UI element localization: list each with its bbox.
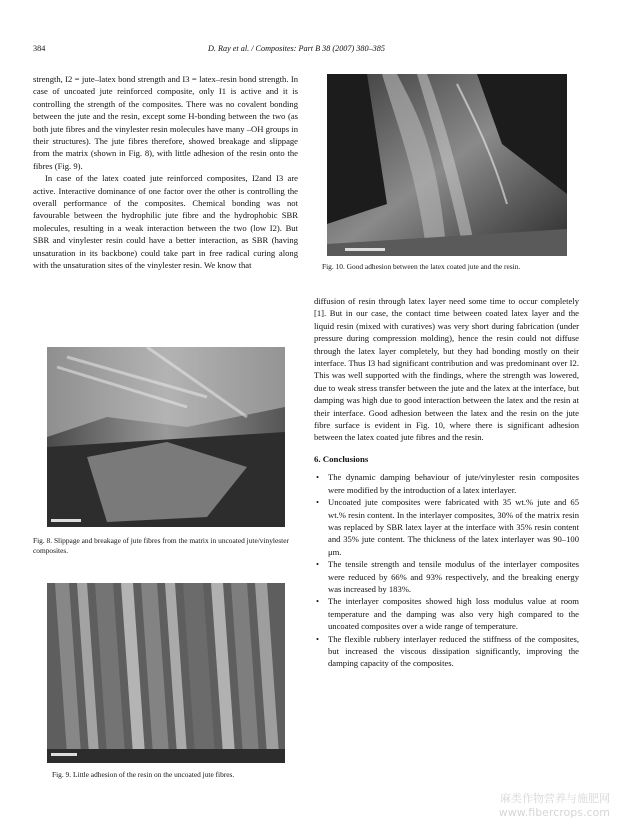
figure-8-micrograph [47, 347, 285, 527]
watermark [499, 792, 610, 820]
figure-10-micrograph [327, 74, 567, 256]
conclusion-item: • The dynamic damping behaviour of jute/vinylester resin composites were modified by the introduction of a latex interlayer. [314, 471, 579, 496]
figure-9-caption: Fig. 9. Little adhesion of the resin on the uncoated jute fibres. [52, 770, 235, 779]
figure-8-caption: Fig. 8. Slippage and breakage of jute fibres from the matrix in uncoated jute/vinylester composites. [33, 536, 289, 556]
running-title: D. Ray et al. / Composites: Part B 38 (2007) 380–385 [208, 44, 385, 53]
conclusion-item: • The flexible rubbery interlayer reduced the stiffness of the composites, but increased the viscous dissipation significantly, improving the damping capacity of the composites. [314, 633, 579, 670]
watermark-line-1: 麻类作物营养与施肥网 [500, 792, 610, 805]
left-paragraph-1: strength, I2 = jute–latex bond strength and I3 = latex–resin bond strength. In case of uncoated jute reinforced composite, only I1 is active and it is controlling the strength of the composites. There was no covalent bonding between the jute and the resin, except some H-bonding between the two (as both jute fibres and the vinylester resin molecules have many –OH groups in their structures). The jute fibres therefore, showed breakage and slippage from the matrix (shown in Fig. 8), with little adhesion of the resin onto the fibres (Fig. 9). [33, 74, 298, 171]
conclusion-item: • The tensile strength and tensile modulus of the interlayer composites were reduced by 66% and 93% respectively, and the breaking energy was increased by 183%. [314, 558, 579, 595]
left-column-text [33, 73, 298, 272]
page-number: 384 [33, 44, 46, 53]
right-paragraph-1: diffusion of resin through latex layer need some time to occur completely [1]. But in our case, the contact time between coated latex layer and the liquid resin (mixed with curatives) was very short during fabrication (under pressure during compression molding), hence the resin could not diffuse through the latex layer completely, but they had bonding mostly on their interface. Thus I3 had significant contribution and was predominant over I2. This was well supported with the findings, where the strength was lowered, due to weak stress transfer between the jute and the latex at the interface, but damping was high due to good interaction between the latex and the resin at their interface. Good adhesion between the latex and the resin on the jute fibre surface is evident in Fig. 10, where there is significant adhesion between the latex coated jute fibres and the resin. [314, 296, 579, 443]
conclusions-list [314, 471, 579, 670]
conclusion-item: • Uncoated jute composites were fabricated with 35 wt.% jute and 65 wt.% resin content. In the interlayer composites, 30% of the matrix resin was replaced by SBR latex layer at the interface with 35% resin content and 35% jute content. The thickness of the latex interlayer was 90–100 μm. [314, 496, 579, 558]
conclusion-item: • The interlayer composites showed high loss modulus value at room temperature and the damping was also very high compared to the uncoated composites over a wide range of temperature. [314, 595, 579, 632]
left-paragraph-2: In case of the latex coated jute reinforced composites, I2and I3 are active. Interactive dominance of one factor over the other is controlling the overall performance of the composites. Chemical bonding was not favourable between the hydrophilic jute fibre and the hydrophobic SBR molecules, resulting in a weak interaction between the two (low I2). But SBR and vinylester resin could have a better interaction, as SBR (having unsaturation in its backbone) could take part in free radical curing along with the unsaturation sites of the vinylester resin. We know that [33, 173, 298, 271]
section-heading-conclusions: 6. Conclusions [314, 453, 369, 464]
figure-10-caption: Fig. 10. Good adhesion between the latex coated jute and the resin. [322, 262, 521, 271]
right-column-text [314, 295, 579, 670]
figure-9-micrograph [47, 583, 285, 763]
watermark-line-2: www.fibercrops.com [498, 806, 610, 819]
